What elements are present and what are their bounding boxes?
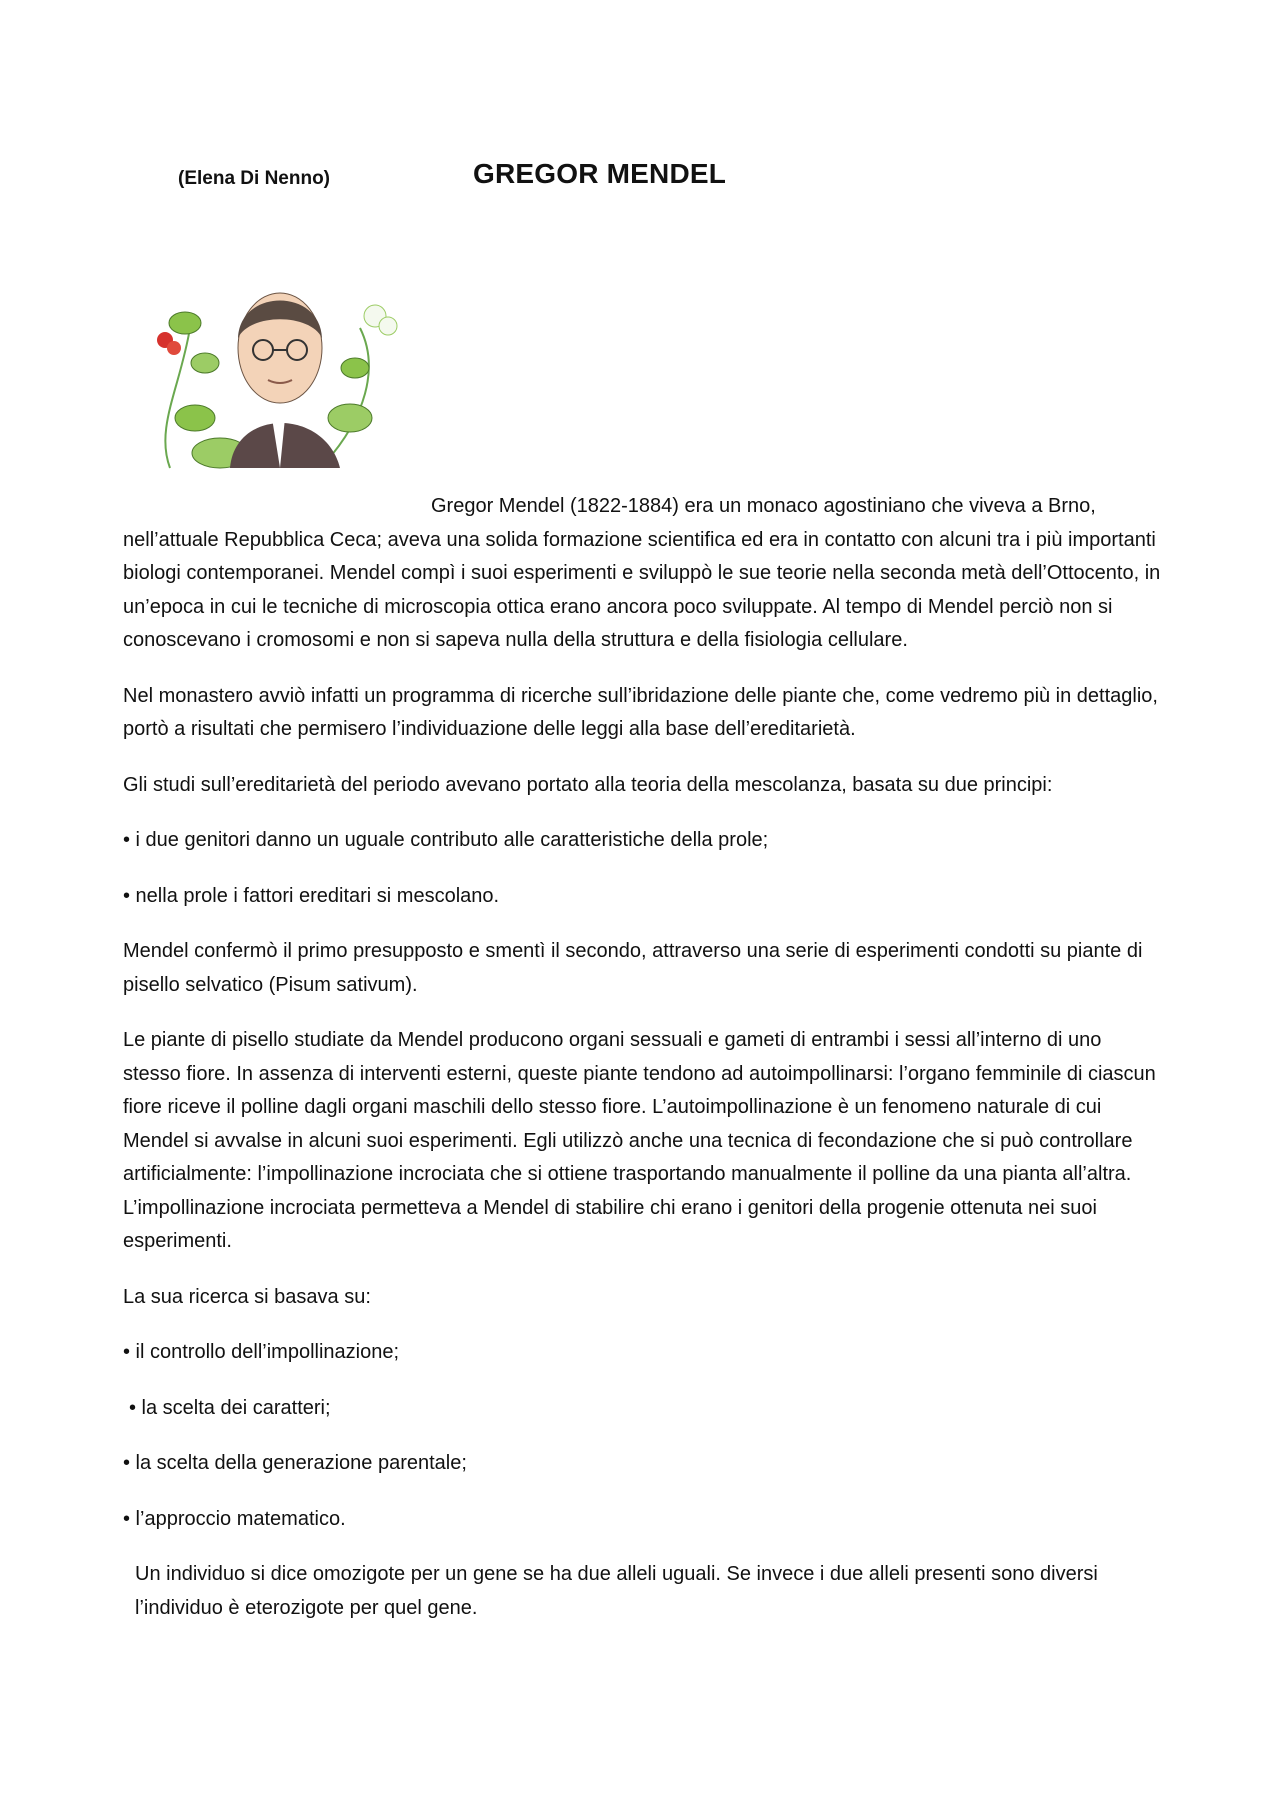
list-item: • i due genitori danno un uguale contributo alle caratteristiche della prole; — [123, 829, 769, 851]
paragraph-ricerca: La sua ricerca si basava su: — [123, 1285, 371, 1308]
paragraph-omozigote: Un individuo si dice omozigote per un gene se ha due alleli uguali. Se invece i due alleli presenti sono diversi l’individuo è eterozigote per quel gene. — [135, 1563, 1098, 1619]
list-item: • il controllo dell’impollinazione; — [123, 1341, 400, 1363]
paragraph-monastery: Nel monastero avviò infatti un programma di ricerche sull’ibridazione delle piante che, come vedremo più in dettaglio, portò a risultati che permisero l’individuazione delle leggi alla base dell’ereditarietà. — [123, 684, 1158, 740]
paragraph-conferma: Mendel confermò il primo presupposto e smentì il secondo, attraverso una serie di esperimenti condotti su piante di pisello selvatico (Pisum sativum). — [123, 940, 1143, 996]
document-body — [123, 490, 1163, 1647]
list-item: • la scelta della generazione parentale; — [123, 1452, 467, 1474]
author-name: (Elena Di Nenno) — [178, 168, 331, 189]
list-item: • la scelta dei caratteri; — [129, 1396, 331, 1419]
paragraph-mescolanza: Gli studi sull’ereditarietà del periodo avevano portato alla teoria della mescolanza, basata su due principi: — [123, 773, 1053, 796]
paragraph-piante: Le piante di pisello studiate da Mendel producono organi sessuali e gameti di entrambi i sessi all’interno di uno stesso fiore. In assenza di interventi esterni, queste piante tendono ad autoimpollinarsi: l’organo femminile di ciascun fiore riceve il polline dagli organi maschili dello stesso fiore. L’autoimpollinazione è un fenomeno naturale di cui Mendel si avvalse in alcuni suoi esperimenti. Egli utilizzò anche una tecnica di fecondazione che si può controllare artificialmente: l’impollinazione incrociata che si ottiene trasportando manualmente il polline da una pianta all’altra. L’impollinazione incrociata permetteva a Mendel di stabilire chi erano i genitori della progenie ottenuta nei suoi esperimenti. — [123, 1029, 1156, 1252]
mendel-portrait-icon — [150, 268, 410, 478]
list-item: • nella prole i fattori ereditari si mescolano. — [123, 884, 500, 907]
list-item: • l’approccio matematico. — [123, 1507, 346, 1530]
page-title: GREGOR MENDEL — [473, 158, 727, 189]
paragraph-intro: Gregor Mendel (1822-1884) era un monaco agostiniano che viveva a Brno, nell’attuale Repubblica Ceca; aveva una solida formazione scientifica ed era in contatto con alcuni tra i più importanti biologi contemporanei. Mendel compì i suoi esperimenti e sviluppò le sue teorie nella seconda metà dell’Ottocento, in un’epoca in cui le tecniche di microscopia ottica erano ancora poco sviluppate. Al tempo di Mendel perciò non si conoscevano i cromosomi e non si sapeva nulla della struttura e della fisiologia cellulare. — [123, 495, 1161, 651]
